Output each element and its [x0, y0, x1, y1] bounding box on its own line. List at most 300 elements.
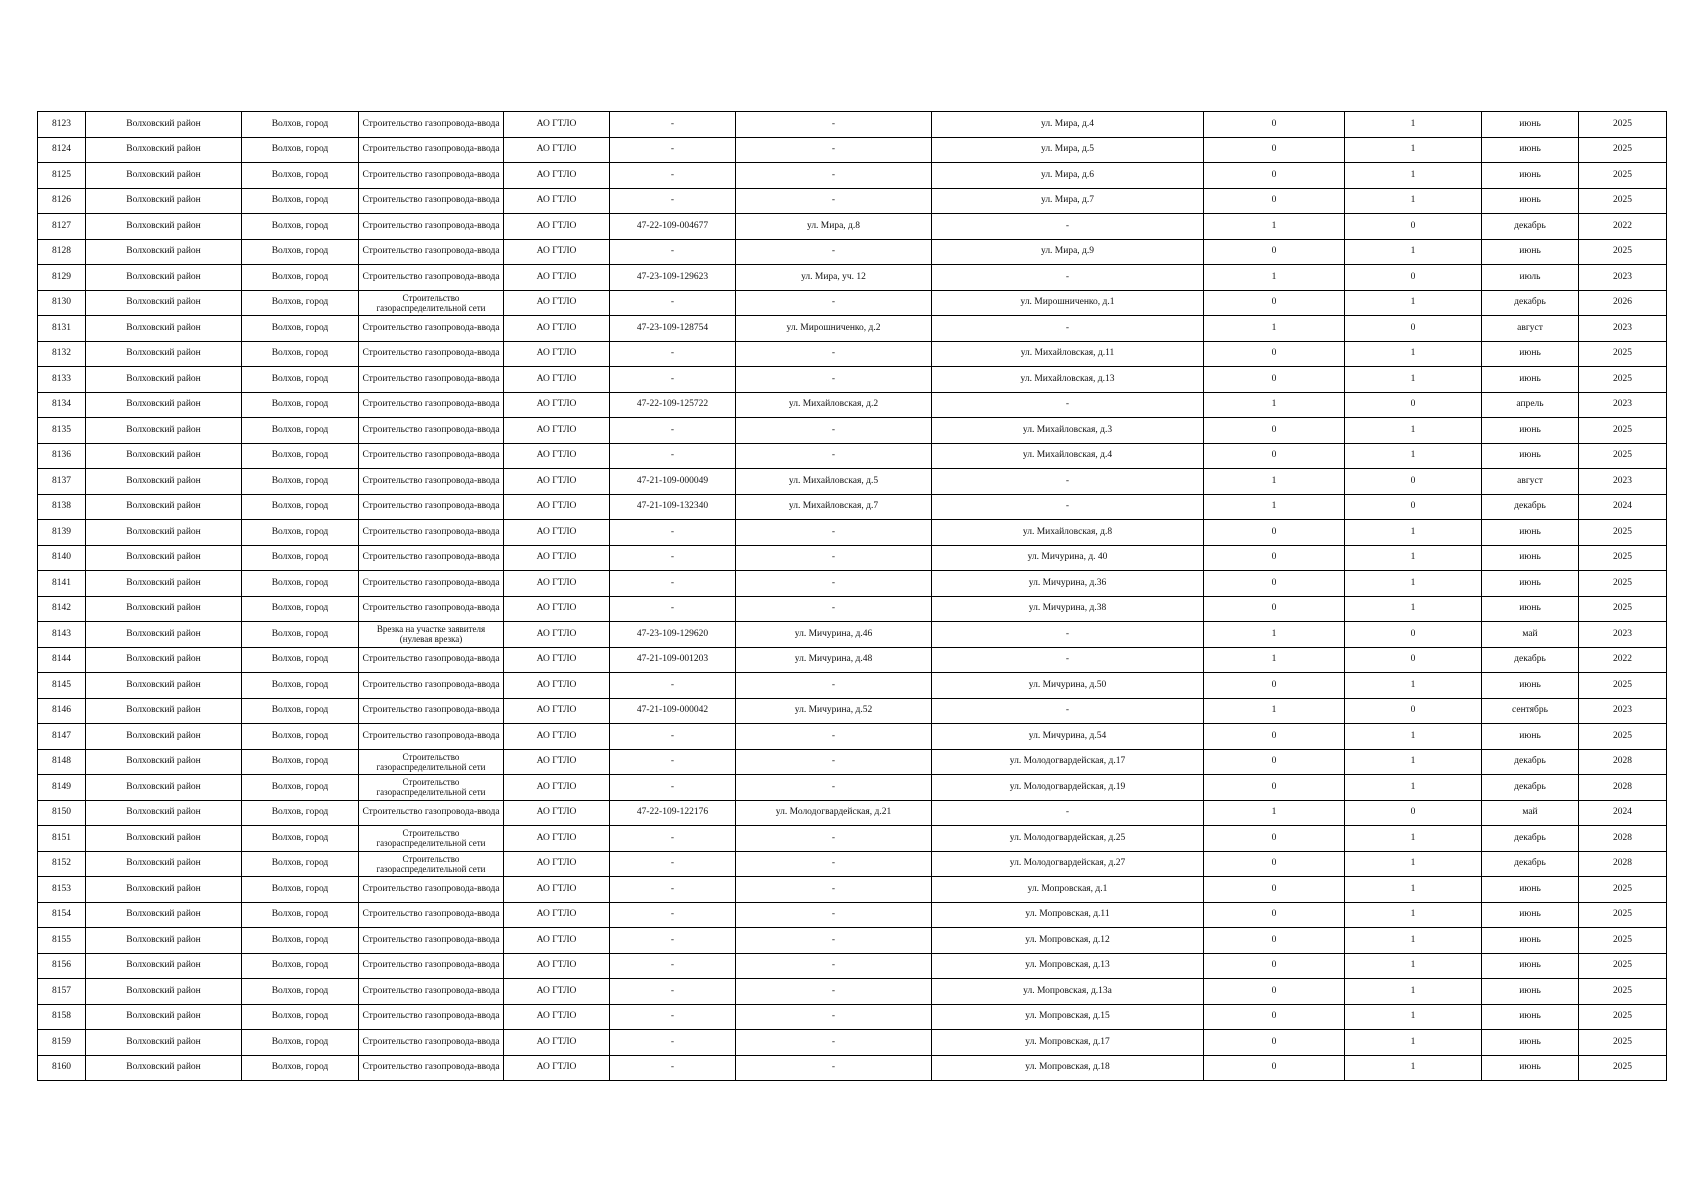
gasification-table	[37, 111, 1667, 1081]
cell-month: декабрь	[1482, 749, 1579, 775]
cell-address-planned: ул. Мичурина, д. 40	[932, 545, 1204, 571]
cell-work-type: Строительство газопровода-ввода	[359, 1055, 504, 1081]
cell-count-b: 1	[1345, 571, 1482, 597]
cell-count-b: 1	[1345, 826, 1482, 852]
cell-address-existing: ул. Мичурина, д.46	[736, 622, 932, 648]
cell-count-b: 1	[1345, 1030, 1482, 1056]
cell-year: 2022	[1579, 214, 1667, 240]
cell-row-number: 8132	[38, 341, 86, 367]
cell-month: июнь	[1482, 545, 1579, 571]
cell-count-b: 0	[1345, 622, 1482, 648]
cell-count-a: 0	[1204, 112, 1345, 138]
cell-row-number: 8125	[38, 163, 86, 189]
table-row	[38, 443, 1667, 469]
cell-work-type: Строительство газопровода-ввода	[359, 443, 504, 469]
cell-count-b: 1	[1345, 928, 1482, 954]
cell-row-number: 8126	[38, 188, 86, 214]
cell-locality: Волхов, город	[242, 1004, 359, 1030]
cell-organization: АО ГТЛО	[504, 392, 610, 418]
cell-row-number: 8151	[38, 826, 86, 852]
cell-district: Волховский район	[86, 1055, 242, 1081]
cell-row-number: 8135	[38, 418, 86, 444]
cell-locality: Волхов, город	[242, 698, 359, 724]
cell-locality: Волхов, город	[242, 367, 359, 393]
cell-count-b: 1	[1345, 596, 1482, 622]
cell-address-planned: ул. Михайловская, д.13	[932, 367, 1204, 393]
cell-year: 2025	[1579, 367, 1667, 393]
cell-count-a: 0	[1204, 137, 1345, 163]
cell-address-planned: ул. Михайловская, д.11	[932, 341, 1204, 367]
cell-month: декабрь	[1482, 775, 1579, 801]
table-row	[38, 316, 1667, 342]
cell-row-number: 8130	[38, 290, 86, 316]
cell-count-a: 0	[1204, 443, 1345, 469]
cell-locality: Волхов, город	[242, 137, 359, 163]
cell-address-planned: ул. Мопровская, д.18	[932, 1055, 1204, 1081]
table-row	[38, 596, 1667, 622]
cell-count-b: 1	[1345, 367, 1482, 393]
cell-locality: Волхов, город	[242, 928, 359, 954]
cell-cadastral-number: 47-21-109-000049	[610, 469, 736, 495]
cell-month: июнь	[1482, 163, 1579, 189]
cell-cadastral-number: -	[610, 163, 736, 189]
cell-month: июнь	[1482, 877, 1579, 903]
cell-organization: АО ГТЛО	[504, 265, 610, 291]
cell-locality: Волхов, город	[242, 316, 359, 342]
cell-count-a: 1	[1204, 698, 1345, 724]
cell-year: 2023	[1579, 392, 1667, 418]
cell-month: сентябрь	[1482, 698, 1579, 724]
cell-cadastral-number: 47-22-109-122176	[610, 800, 736, 826]
cell-cadastral-number: 47-22-109-004677	[610, 214, 736, 240]
cell-cadastral-number: -	[610, 188, 736, 214]
cell-count-a: 1	[1204, 800, 1345, 826]
cell-year: 2025	[1579, 571, 1667, 597]
cell-row-number: 8138	[38, 494, 86, 520]
cell-row-number: 8128	[38, 239, 86, 265]
cell-count-a: 1	[1204, 647, 1345, 673]
cell-month: июнь	[1482, 520, 1579, 546]
cell-district: Волховский район	[86, 826, 242, 852]
cell-organization: АО ГТЛО	[504, 673, 610, 699]
cell-year: 2025	[1579, 137, 1667, 163]
cell-month: июнь	[1482, 1030, 1579, 1056]
cell-count-a: 0	[1204, 724, 1345, 750]
cell-cadastral-number: -	[610, 418, 736, 444]
cell-work-type: Строительство газопровода-ввода	[359, 163, 504, 189]
cell-count-b: 0	[1345, 469, 1482, 495]
cell-address-planned: ул. Мопровская, д.11	[932, 902, 1204, 928]
cell-address-planned: ул. Мопровская, д.15	[932, 1004, 1204, 1030]
cell-work-type: Строительство газопровода-ввода	[359, 571, 504, 597]
cell-work-type: Строительство газопровода-ввода	[359, 494, 504, 520]
cell-address-planned: ул. Молодогвардейская, д.19	[932, 775, 1204, 801]
cell-organization: АО ГТЛО	[504, 520, 610, 546]
cell-work-type: Строительство газопровода-ввода	[359, 520, 504, 546]
cell-cadastral-number: -	[610, 596, 736, 622]
cell-month: июнь	[1482, 188, 1579, 214]
cell-district: Волховский район	[86, 494, 242, 520]
cell-year: 2025	[1579, 979, 1667, 1005]
cell-address-existing: -	[736, 520, 932, 546]
cell-address-planned: ул. Михайловская, д.8	[932, 520, 1204, 546]
cell-count-b: 0	[1345, 698, 1482, 724]
cell-year: 2025	[1579, 1055, 1667, 1081]
table-row	[38, 290, 1667, 316]
cell-district: Волховский район	[86, 775, 242, 801]
cell-count-b: 1	[1345, 163, 1482, 189]
cell-year: 2025	[1579, 163, 1667, 189]
cell-work-type: Строительство газопровода-ввода	[359, 698, 504, 724]
cell-address-existing: -	[736, 724, 932, 750]
cell-year: 2025	[1579, 673, 1667, 699]
cell-district: Волховский район	[86, 800, 242, 826]
table-body	[38, 112, 1667, 1081]
cell-count-a: 1	[1204, 494, 1345, 520]
cell-district: Волховский район	[86, 214, 242, 240]
cell-row-number: 8146	[38, 698, 86, 724]
cell-row-number: 8153	[38, 877, 86, 903]
cell-count-a: 0	[1204, 418, 1345, 444]
cell-address-existing: -	[736, 673, 932, 699]
cell-locality: Волхов, город	[242, 163, 359, 189]
cell-count-b: 1	[1345, 979, 1482, 1005]
cell-organization: АО ГТЛО	[504, 341, 610, 367]
cell-work-type: Строительство газораспределительной сети	[359, 826, 504, 852]
table-row	[38, 673, 1667, 699]
cell-cadastral-number: -	[610, 749, 736, 775]
cell-address-planned: ул. Мопровская, д.13а	[932, 979, 1204, 1005]
cell-month: май	[1482, 800, 1579, 826]
cell-address-existing: -	[736, 367, 932, 393]
cell-locality: Волхов, город	[242, 290, 359, 316]
cell-row-number: 8129	[38, 265, 86, 291]
cell-work-type: Строительство газопровода-ввода	[359, 112, 504, 138]
cell-row-number: 8155	[38, 928, 86, 954]
cell-month: август	[1482, 469, 1579, 495]
cell-address-planned: -	[932, 800, 1204, 826]
cell-year: 2025	[1579, 724, 1667, 750]
table-row	[38, 469, 1667, 495]
cell-address-planned: -	[932, 698, 1204, 724]
cell-year: 2025	[1579, 545, 1667, 571]
cell-cadastral-number: -	[610, 443, 736, 469]
cell-count-b: 0	[1345, 316, 1482, 342]
cell-district: Волховский район	[86, 469, 242, 495]
cell-organization: АО ГТЛО	[504, 800, 610, 826]
cell-address-planned: ул. Мопровская, д.13	[932, 953, 1204, 979]
cell-address-existing: ул. Михайловская, д.5	[736, 469, 932, 495]
cell-organization: АО ГТЛО	[504, 724, 610, 750]
cell-address-planned: ул. Мичурина, д.36	[932, 571, 1204, 597]
cell-district: Волховский район	[86, 979, 242, 1005]
cell-address-existing: -	[736, 1030, 932, 1056]
cell-row-number: 8157	[38, 979, 86, 1005]
cell-address-existing: -	[736, 290, 932, 316]
cell-address-planned: ул. Молодогвардейская, д.25	[932, 826, 1204, 852]
cell-count-b: 1	[1345, 775, 1482, 801]
cell-address-planned: -	[932, 214, 1204, 240]
cell-locality: Волхов, город	[242, 341, 359, 367]
cell-work-type: Строительство газопровода-ввода	[359, 392, 504, 418]
cell-cadastral-number: -	[610, 724, 736, 750]
table-row	[38, 367, 1667, 393]
cell-district: Волховский район	[86, 367, 242, 393]
table-row	[38, 928, 1667, 954]
cell-work-type: Строительство газопровода-ввода	[359, 928, 504, 954]
cell-count-b: 0	[1345, 214, 1482, 240]
cell-address-planned: -	[932, 494, 1204, 520]
cell-row-number: 8136	[38, 443, 86, 469]
cell-address-existing: -	[736, 137, 932, 163]
cell-count-a: 0	[1204, 979, 1345, 1005]
cell-district: Волховский район	[86, 239, 242, 265]
cell-year: 2028	[1579, 826, 1667, 852]
cell-district: Волховский район	[86, 137, 242, 163]
cell-year: 2025	[1579, 596, 1667, 622]
cell-count-a: 1	[1204, 392, 1345, 418]
cell-year: 2025	[1579, 443, 1667, 469]
cell-year: 2025	[1579, 520, 1667, 546]
table-row	[38, 800, 1667, 826]
cell-locality: Волхов, город	[242, 494, 359, 520]
cell-district: Волховский район	[86, 290, 242, 316]
cell-work-type: Строительство газопровода-ввода	[359, 1030, 504, 1056]
cell-organization: АО ГТЛО	[504, 188, 610, 214]
cell-organization: АО ГТЛО	[504, 979, 610, 1005]
cell-district: Волховский район	[86, 316, 242, 342]
cell-cadastral-number: 47-23-109-128754	[610, 316, 736, 342]
cell-year: 2025	[1579, 902, 1667, 928]
cell-count-a: 0	[1204, 571, 1345, 597]
cell-address-planned: ул. Михайловская, д.4	[932, 443, 1204, 469]
cell-year: 2028	[1579, 775, 1667, 801]
cell-address-existing: -	[736, 775, 932, 801]
table-row	[38, 724, 1667, 750]
cell-cadastral-number: -	[610, 877, 736, 903]
cell-organization: АО ГТЛО	[504, 1055, 610, 1081]
cell-row-number: 8158	[38, 1004, 86, 1030]
cell-month: июнь	[1482, 239, 1579, 265]
cell-cadastral-number: -	[610, 341, 736, 367]
cell-row-number: 8154	[38, 902, 86, 928]
cell-work-type: Строительство газопровода-ввода	[359, 214, 504, 240]
table-row	[38, 188, 1667, 214]
cell-address-planned: -	[932, 265, 1204, 291]
cell-locality: Волхов, город	[242, 851, 359, 877]
cell-address-existing: -	[736, 239, 932, 265]
cell-address-existing: -	[736, 877, 932, 903]
cell-cadastral-number: 47-23-109-129623	[610, 265, 736, 291]
cell-count-a: 0	[1204, 188, 1345, 214]
cell-address-existing: -	[736, 418, 932, 444]
cell-locality: Волхов, город	[242, 392, 359, 418]
cell-row-number: 8149	[38, 775, 86, 801]
cell-district: Волховский район	[86, 545, 242, 571]
cell-work-type: Строительство газопровода-ввода	[359, 877, 504, 903]
cell-count-a: 0	[1204, 1055, 1345, 1081]
cell-address-existing: -	[736, 571, 932, 597]
cell-cadastral-number: -	[610, 775, 736, 801]
cell-organization: АО ГТЛО	[504, 367, 610, 393]
cell-count-a: 1	[1204, 214, 1345, 240]
table-row	[38, 520, 1667, 546]
cell-locality: Волхов, город	[242, 469, 359, 495]
cell-count-b: 1	[1345, 1004, 1482, 1030]
cell-district: Волховский район	[86, 724, 242, 750]
cell-count-a: 0	[1204, 749, 1345, 775]
cell-work-type: Строительство газопровода-ввода	[359, 545, 504, 571]
cell-count-b: 1	[1345, 749, 1482, 775]
cell-district: Волховский район	[86, 571, 242, 597]
cell-work-type: Строительство газопровода-ввода	[359, 979, 504, 1005]
cell-locality: Волхов, город	[242, 239, 359, 265]
cell-count-b: 1	[1345, 188, 1482, 214]
table-row	[38, 265, 1667, 291]
cell-month: июнь	[1482, 596, 1579, 622]
cell-locality: Волхов, город	[242, 979, 359, 1005]
cell-row-number: 8139	[38, 520, 86, 546]
cell-address-planned: ул. Мопровская, д.17	[932, 1030, 1204, 1056]
cell-year: 2025	[1579, 953, 1667, 979]
cell-work-type: Строительство газопровода-ввода	[359, 953, 504, 979]
cell-address-planned: -	[932, 316, 1204, 342]
cell-locality: Волхов, город	[242, 265, 359, 291]
cell-work-type: Строительство газопровода-ввода	[359, 341, 504, 367]
cell-year: 2023	[1579, 622, 1667, 648]
cell-work-type: Строительство газопровода-ввода	[359, 647, 504, 673]
cell-address-existing: ул. Мичурина, д.48	[736, 647, 932, 673]
cell-district: Волховский район	[86, 673, 242, 699]
cell-count-a: 0	[1204, 1004, 1345, 1030]
cell-count-a: 0	[1204, 341, 1345, 367]
cell-address-existing: -	[736, 953, 932, 979]
cell-year: 2023	[1579, 316, 1667, 342]
cell-district: Волховский район	[86, 341, 242, 367]
cell-row-number: 8141	[38, 571, 86, 597]
cell-cadastral-number: -	[610, 1004, 736, 1030]
cell-year: 2025	[1579, 1030, 1667, 1056]
cell-address-planned: ул. Мичурина, д.54	[932, 724, 1204, 750]
cell-address-existing: -	[736, 826, 932, 852]
cell-district: Волховский район	[86, 902, 242, 928]
cell-district: Волховский район	[86, 163, 242, 189]
cell-row-number: 8147	[38, 724, 86, 750]
table-row	[38, 239, 1667, 265]
cell-address-planned: -	[932, 647, 1204, 673]
cell-count-a: 0	[1204, 545, 1345, 571]
cell-locality: Волхов, город	[242, 545, 359, 571]
cell-count-a: 0	[1204, 826, 1345, 852]
cell-address-planned: ул. Мира, д.6	[932, 163, 1204, 189]
cell-row-number: 8160	[38, 1055, 86, 1081]
table-row	[38, 749, 1667, 775]
cell-address-existing: ул. Михайловская, д.7	[736, 494, 932, 520]
cell-address-existing: -	[736, 902, 932, 928]
cell-locality: Волхов, город	[242, 902, 359, 928]
cell-month: декабрь	[1482, 494, 1579, 520]
cell-district: Волховский район	[86, 418, 242, 444]
cell-locality: Волхов, город	[242, 673, 359, 699]
cell-cadastral-number: -	[610, 290, 736, 316]
cell-count-a: 0	[1204, 239, 1345, 265]
table-row	[38, 418, 1667, 444]
cell-address-planned: ул. Мопровская, д.12	[932, 928, 1204, 954]
cell-organization: АО ГТЛО	[504, 112, 610, 138]
table-row	[38, 341, 1667, 367]
cell-count-a: 0	[1204, 1030, 1345, 1056]
cell-cadastral-number: -	[610, 520, 736, 546]
cell-cadastral-number: -	[610, 851, 736, 877]
cell-cadastral-number: -	[610, 1055, 736, 1081]
cell-locality: Волхов, город	[242, 188, 359, 214]
cell-organization: АО ГТЛО	[504, 698, 610, 724]
cell-district: Волховский район	[86, 1030, 242, 1056]
cell-count-a: 1	[1204, 622, 1345, 648]
cell-district: Волховский район	[86, 622, 242, 648]
cell-month: июнь	[1482, 418, 1579, 444]
cell-work-type: Строительство газопровода-ввода	[359, 239, 504, 265]
cell-work-type: Строительство газопровода-ввода	[359, 188, 504, 214]
cell-locality: Волхов, город	[242, 596, 359, 622]
cell-count-a: 0	[1204, 367, 1345, 393]
cell-count-b: 1	[1345, 290, 1482, 316]
cell-locality: Волхов, город	[242, 647, 359, 673]
cell-year: 2025	[1579, 1004, 1667, 1030]
cell-address-planned: ул. Мира, д.5	[932, 137, 1204, 163]
cell-cadastral-number: 47-22-109-125722	[610, 392, 736, 418]
cell-address-existing: ул. Мирошниченко, д.2	[736, 316, 932, 342]
cell-organization: АО ГТЛО	[504, 494, 610, 520]
cell-year: 2025	[1579, 341, 1667, 367]
cell-month: июнь	[1482, 341, 1579, 367]
cell-month: июнь	[1482, 367, 1579, 393]
cell-address-existing: -	[736, 928, 932, 954]
cell-month: декабрь	[1482, 851, 1579, 877]
cell-row-number: 8124	[38, 137, 86, 163]
cell-locality: Волхов, город	[242, 724, 359, 750]
cell-locality: Волхов, город	[242, 112, 359, 138]
cell-locality: Волхов, город	[242, 1055, 359, 1081]
cell-count-b: 1	[1345, 112, 1482, 138]
cell-address-planned: ул. Молодогвардейская, д.27	[932, 851, 1204, 877]
cell-year: 2028	[1579, 749, 1667, 775]
cell-cadastral-number: 47-21-109-132340	[610, 494, 736, 520]
cell-organization: АО ГТЛО	[504, 953, 610, 979]
cell-address-planned: ул. Мира, д.7	[932, 188, 1204, 214]
cell-district: Волховский район	[86, 265, 242, 291]
cell-count-b: 0	[1345, 647, 1482, 673]
cell-organization: АО ГТЛО	[504, 443, 610, 469]
cell-cadastral-number: -	[610, 112, 736, 138]
cell-district: Волховский район	[86, 1004, 242, 1030]
cell-cadastral-number: 47-21-109-000042	[610, 698, 736, 724]
cell-year: 2025	[1579, 877, 1667, 903]
cell-count-b: 1	[1345, 1055, 1482, 1081]
cell-address-existing: -	[736, 1055, 932, 1081]
table-row	[38, 1030, 1667, 1056]
cell-row-number: 8140	[38, 545, 86, 571]
cell-address-planned: ул. Мира, д.4	[932, 112, 1204, 138]
cell-address-existing: -	[736, 163, 932, 189]
cell-count-a: 1	[1204, 265, 1345, 291]
cell-row-number: 8127	[38, 214, 86, 240]
cell-year: 2025	[1579, 188, 1667, 214]
cell-row-number: 8133	[38, 367, 86, 393]
cell-district: Волховский район	[86, 520, 242, 546]
cell-address-planned: ул. Мирошниченко, д.1	[932, 290, 1204, 316]
cell-locality: Волхов, город	[242, 800, 359, 826]
